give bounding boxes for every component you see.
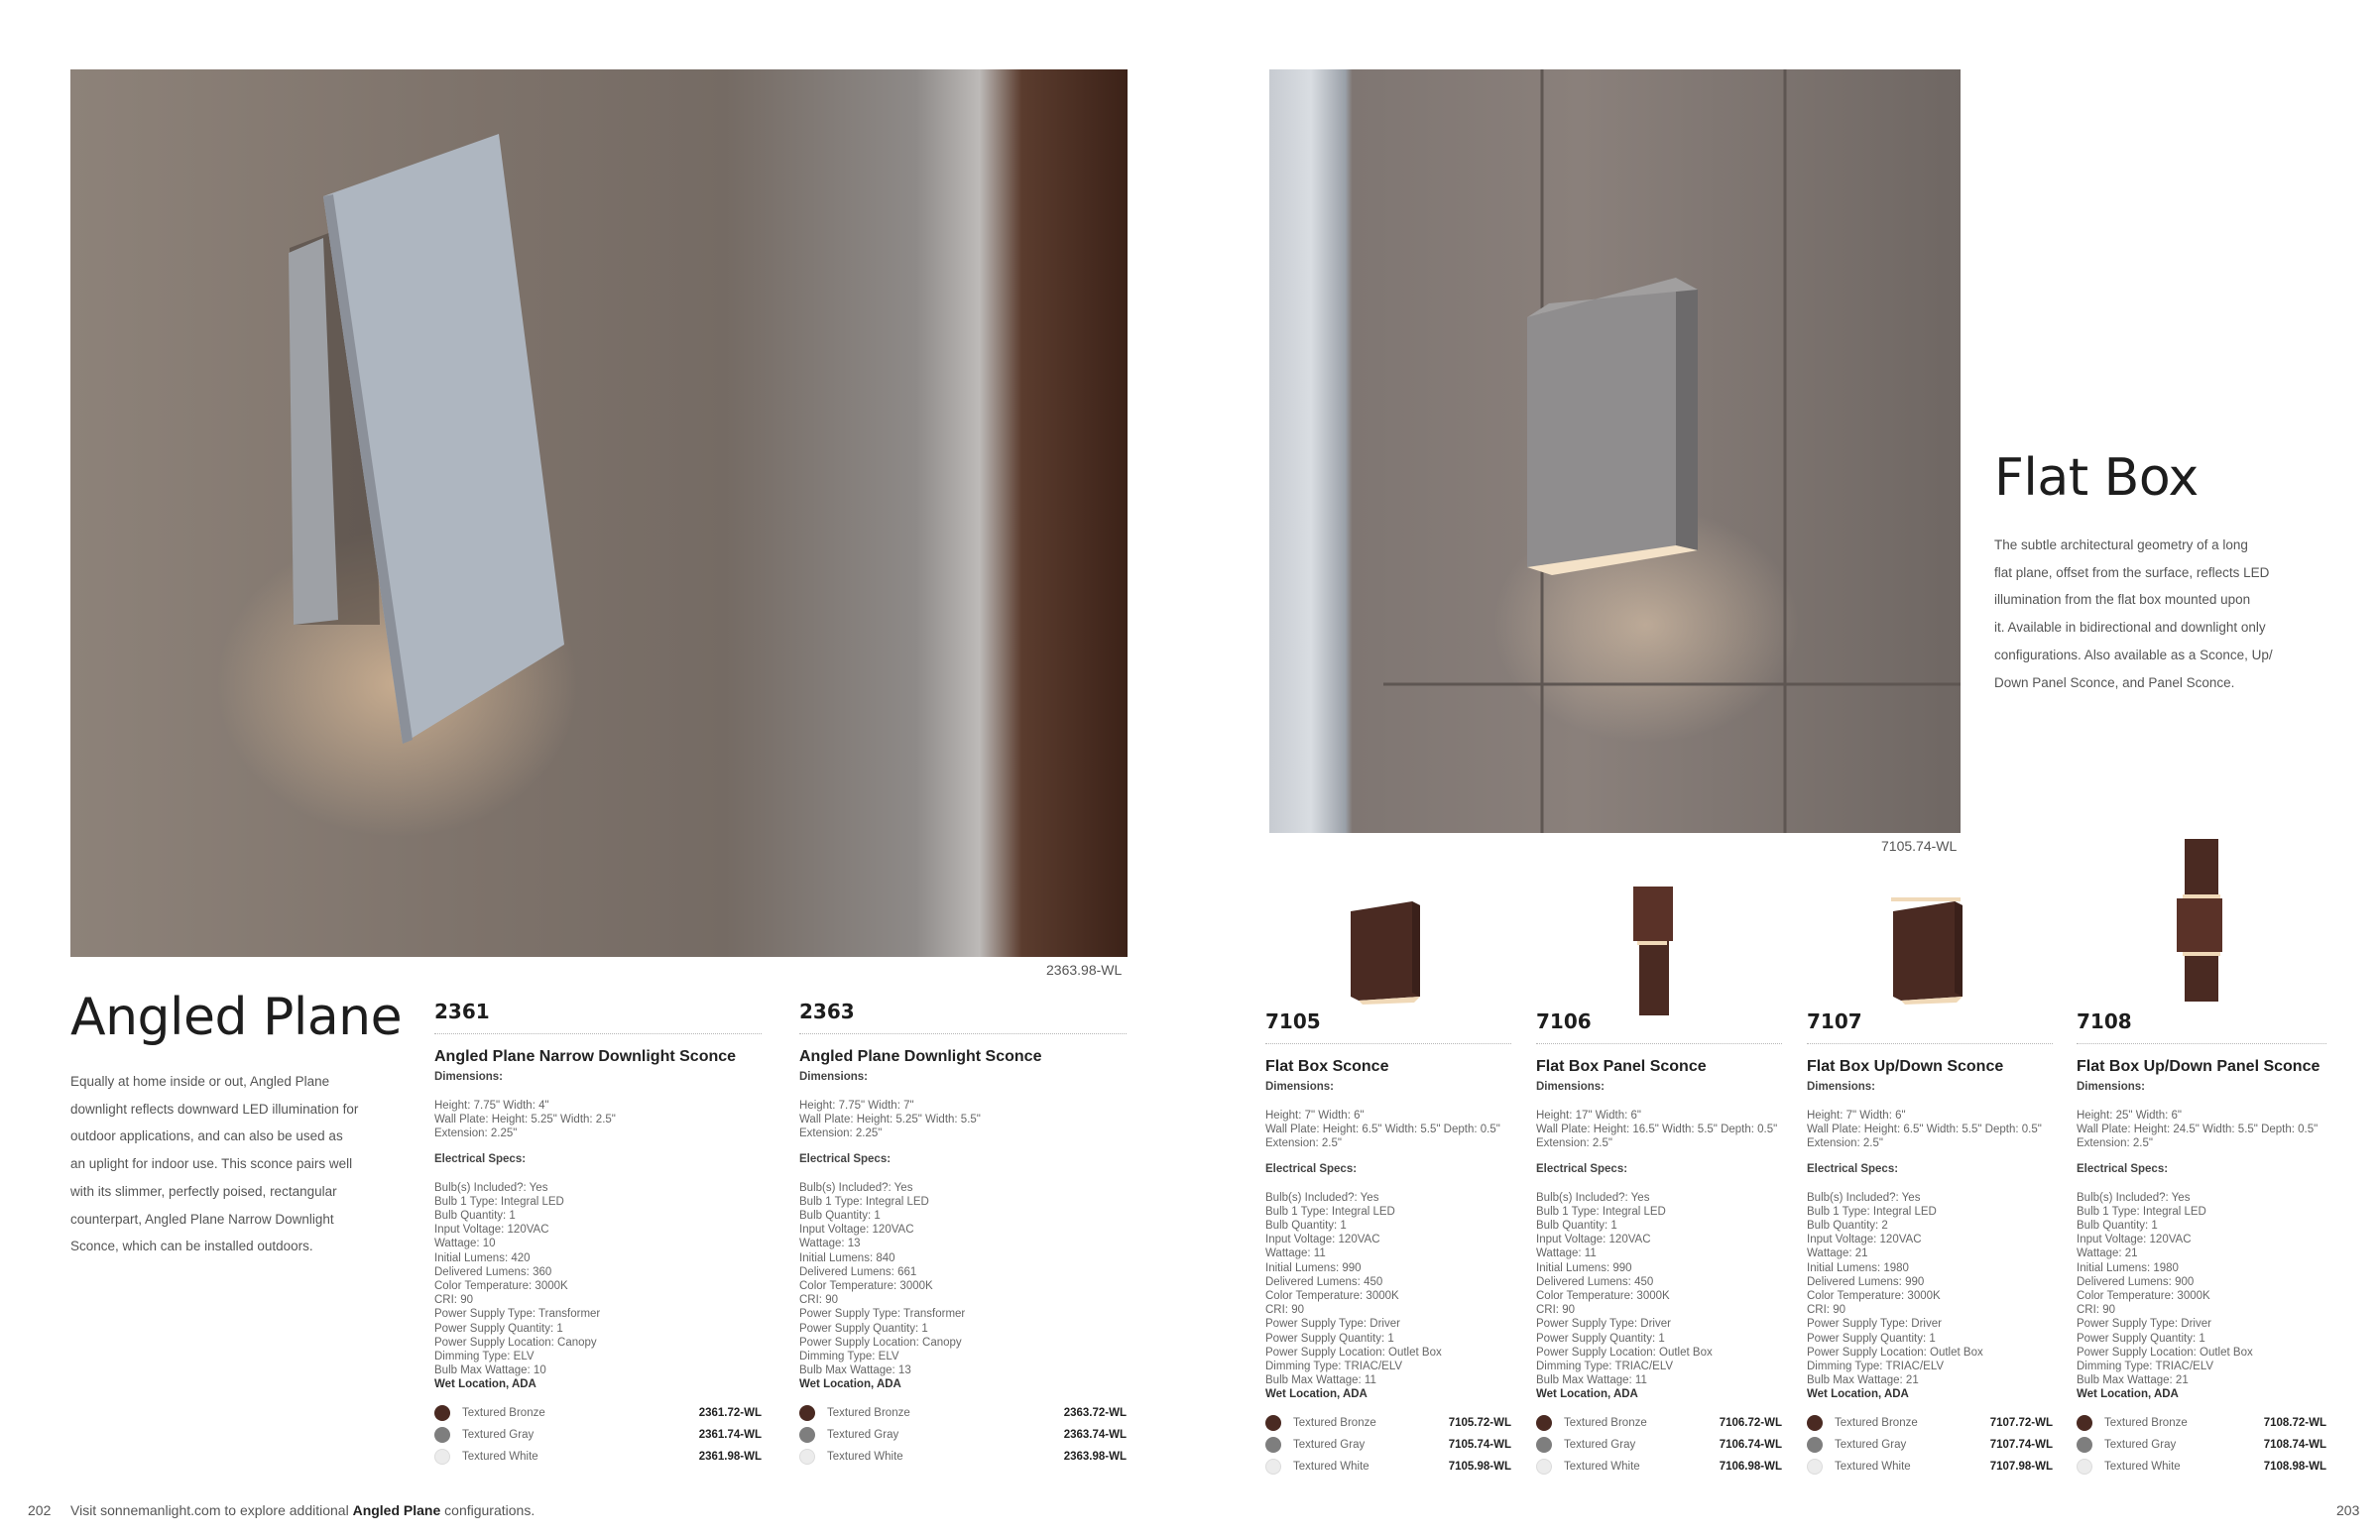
finish-code: 7105.72-WL <box>1448 1416 1511 1429</box>
product-name: Flat Box Sconce <box>1265 1058 1389 1075</box>
spec-line: Input Voltage: 120VAC <box>2077 1234 2192 1246</box>
electrical-specs-list <box>1536 1191 1782 1388</box>
intro-line: an uplight for indoor use. This sconce pairs well <box>70 1156 353 1172</box>
product-name: Flat Box Panel Sconce <box>1536 1058 1707 1075</box>
finish-code: 7106.72-WL <box>1719 1416 1782 1429</box>
angled-plane-fixture-illustration <box>70 69 1128 957</box>
right-photo-caption: 7105.74-WL <box>1881 838 1958 854</box>
spec-line: Initial Lumens: 1980 <box>1807 1261 1909 1274</box>
spec-line: Bulb(s) Included?: Yes <box>1536 1191 1650 1204</box>
intro-line: configurations. Also available as a Sconce, Up/ <box>1994 647 2273 662</box>
finish-row <box>434 1424 762 1446</box>
dimensions-label: Dimensions: <box>1536 1081 1606 1093</box>
finish-row <box>1807 1434 2053 1456</box>
electrical-specs-list <box>799 1181 1127 1378</box>
spec-line: Power Supply Type: Driver <box>2077 1318 2211 1331</box>
wet-location-note: Wet Location, ADA <box>1265 1388 1368 1401</box>
spec-line: Power Supply Type: Transformer <box>799 1308 966 1321</box>
dimension-line: Height: 7" Width: 6" <box>1265 1110 1365 1122</box>
spec-line: Power Supply Quantity: 1 <box>799 1322 928 1335</box>
product-number: 7108 <box>2077 1009 2132 1033</box>
spec-line: Bulb 1 Type: Integral LED <box>2077 1205 2206 1218</box>
finish-name: Textured Bronze <box>1835 1416 1918 1429</box>
finish-name: Textured Gray <box>1564 1438 1636 1451</box>
dimension-line: Extension: 2.25" <box>434 1127 518 1140</box>
finish-code: 7107.74-WL <box>1989 1438 2053 1451</box>
finish-swatch <box>1265 1437 1281 1453</box>
spec-line: Wattage: 21 <box>2077 1247 2138 1260</box>
product-7107 <box>1807 1009 2053 1478</box>
spec-line: CRI: 90 <box>2077 1304 2115 1317</box>
spec-line: Wattage: 10 <box>434 1238 496 1250</box>
finish-swatch <box>1807 1415 1823 1431</box>
finish-swatch <box>2077 1437 2092 1453</box>
footer-bold: Angled Plane <box>352 1502 441 1518</box>
finish-name: Textured Bronze <box>462 1406 545 1419</box>
wet-location-note: Wet Location, ADA <box>2077 1388 2179 1401</box>
dimensions-list <box>1265 1109 1511 1151</box>
divider <box>2077 1043 2326 1044</box>
flat-box-sconce-thumbnail <box>1345 897 1434 1007</box>
flat-box-updown-sconce-thumbnail <box>1887 897 1976 1007</box>
finish-row <box>799 1402 1127 1424</box>
finish-code: 2363.74-WL <box>1063 1428 1127 1441</box>
divider <box>434 1033 762 1034</box>
finish-row <box>2077 1456 2326 1478</box>
spec-line: Dimming Type: TRIAC/ELV <box>1265 1361 1403 1373</box>
electrical-label: Electrical Specs: <box>434 1152 527 1165</box>
angled-plane-hero-photo <box>70 69 1128 957</box>
divider <box>1807 1043 2053 1044</box>
spec-line: Color Temperature: 3000K <box>2077 1290 2210 1303</box>
finish-code: 7108.98-WL <box>2263 1460 2326 1473</box>
spec-line: Initial Lumens: 990 <box>1536 1261 1632 1274</box>
intro-line: Down Panel Sconce, and Panel Sconce. <box>1994 674 2235 690</box>
wet-location-note: Wet Location, ADA <box>434 1378 536 1391</box>
finish-row <box>2077 1434 2326 1456</box>
spec-line: Bulb 1 Type: Integral LED <box>1265 1205 1395 1218</box>
dimensions-label: Dimensions: <box>1265 1081 1335 1093</box>
finish-name: Textured Bronze <box>827 1406 910 1419</box>
page-number-right: 203 <box>2336 1502 2360 1518</box>
finish-code: 7105.74-WL <box>1448 1438 1511 1451</box>
finish-swatch <box>1807 1437 1823 1453</box>
finish-code: 2361.74-WL <box>698 1428 762 1441</box>
spec-line: Dimming Type: TRIAC/ELV <box>2077 1361 2214 1373</box>
finish-row <box>1536 1434 1782 1456</box>
spec-line: Power Supply Type: Transformer <box>434 1308 601 1321</box>
dimension-line: Wall Plate: Height: 6.5" Width: 5.5" Depth: 0.5" <box>1265 1124 1500 1136</box>
intro-line: flat plane, offset from the surface, reflects LED <box>1994 564 2270 580</box>
spec-line: Bulb(s) Included?: Yes <box>2077 1191 2191 1204</box>
finish-code: 2361.98-WL <box>698 1450 762 1463</box>
finish-list <box>2077 1412 2326 1478</box>
finish-code: 7108.72-WL <box>2263 1416 2326 1429</box>
finish-swatch <box>1536 1437 1552 1453</box>
finish-row <box>434 1402 762 1424</box>
product-2361 <box>434 1000 762 1468</box>
finish-swatch <box>2077 1459 2092 1475</box>
finish-code: 7106.74-WL <box>1719 1438 1782 1451</box>
spec-line: Color Temperature: 3000K <box>1265 1290 1399 1303</box>
finish-swatch <box>2077 1415 2092 1431</box>
left-photo-caption: 2363.98-WL <box>1046 962 1123 978</box>
spec-line: CRI: 90 <box>1536 1304 1575 1317</box>
finish-code: 7105.98-WL <box>1448 1460 1511 1473</box>
spec-line: Bulb Quantity: 1 <box>1265 1220 1347 1233</box>
intro-line: The subtle architectural geometry of a long <box>1994 537 2248 552</box>
finish-row <box>1807 1456 2053 1478</box>
finish-name: Textured White <box>1293 1460 1369 1473</box>
finish-name: Textured White <box>462 1450 538 1463</box>
finish-code: 7107.98-WL <box>1989 1460 2053 1473</box>
spec-line: Power Supply Quantity: 1 <box>1265 1332 1394 1345</box>
footer-note <box>70 1502 535 1518</box>
dimensions-list <box>434 1099 762 1141</box>
spec-line: Bulb Max Wattage: 10 <box>434 1364 546 1377</box>
intro-line: illumination from the flat box mounted upon <box>1994 592 2251 608</box>
product-name: Angled Plane Narrow Downlight Sconce <box>434 1048 737 1065</box>
spec-line: Bulb Max Wattage: 11 <box>1536 1374 1647 1387</box>
intro-line: Sconce, which can be installed outdoors. <box>70 1239 313 1254</box>
electrical-specs-list <box>1265 1191 1511 1388</box>
finish-list <box>434 1402 762 1468</box>
finish-code: 7106.98-WL <box>1719 1460 1782 1473</box>
electrical-label: Electrical Specs: <box>799 1152 892 1165</box>
finish-row <box>1807 1412 2053 1434</box>
spec-line: Color Temperature: 3000K <box>1536 1290 1670 1303</box>
spec-line: Bulb Quantity: 1 <box>799 1210 881 1223</box>
spec-line: Delivered Lumens: 661 <box>799 1265 917 1278</box>
spec-line: Delivered Lumens: 900 <box>2077 1275 2195 1288</box>
product-7108 <box>2077 1009 2326 1478</box>
angled-plane-intro <box>70 1068 408 1260</box>
finish-row <box>1265 1412 1511 1434</box>
spec-line: CRI: 90 <box>1807 1304 1845 1317</box>
spec-line: Bulb(s) Included?: Yes <box>1807 1191 1921 1204</box>
finish-swatch <box>799 1449 815 1465</box>
dimension-line: Extension: 2.5" <box>1265 1137 1342 1150</box>
spec-line: Delivered Lumens: 450 <box>1536 1275 1654 1288</box>
electrical-label: Electrical Specs: <box>2077 1162 2169 1175</box>
finish-swatch <box>434 1405 450 1421</box>
spec-line: Input Voltage: 120VAC <box>434 1224 549 1237</box>
flat-box-photo-illustration <box>1269 69 1961 833</box>
flat-box-hero-photo <box>1269 69 1961 833</box>
spec-line: Power Supply Quantity: 1 <box>1807 1332 1936 1345</box>
finish-name: Textured Gray <box>462 1428 535 1441</box>
dimension-line: Height: 7" Width: 6" <box>1807 1110 1906 1122</box>
spec-line: CRI: 90 <box>434 1294 473 1307</box>
dimension-line: Extension: 2.5" <box>1807 1137 1883 1150</box>
finish-swatch <box>1807 1459 1823 1475</box>
divider <box>1536 1043 1782 1044</box>
finish-row <box>1536 1456 1782 1478</box>
spec-line: Wattage: 11 <box>1265 1247 1326 1260</box>
finish-list <box>1807 1412 2053 1478</box>
spec-line: Bulb Quantity: 1 <box>2077 1220 2158 1233</box>
intro-line: downlight reflects downward LED illumination for <box>70 1101 359 1117</box>
electrical-specs-list <box>1807 1191 2053 1388</box>
finish-code: 7107.72-WL <box>1989 1416 2053 1429</box>
dimension-line: Extension: 2.5" <box>1536 1137 1612 1150</box>
spec-line: Dimming Type: TRIAC/ELV <box>1536 1361 1674 1373</box>
finish-name: Textured Bronze <box>1293 1416 1376 1429</box>
intro-line: counterpart, Angled Plane Narrow Downlight <box>70 1211 334 1227</box>
dimension-line: Wall Plate: Height: 16.5" Width: 5.5" Depth: 0.5" <box>1536 1124 1778 1136</box>
dimensions-list <box>1807 1109 2053 1151</box>
spec-line: Input Voltage: 120VAC <box>1807 1234 1922 1246</box>
spec-line: Power Supply Location: Outlet Box <box>1265 1346 1442 1359</box>
electrical-label: Electrical Specs: <box>1265 1162 1358 1175</box>
finish-name: Textured Gray <box>2104 1438 2177 1451</box>
footer-prefix: Visit sonnemanlight.com to explore additional <box>70 1502 349 1518</box>
spec-line: Dimming Type: ELV <box>434 1351 535 1363</box>
product-7106 <box>1536 1009 1782 1478</box>
finish-name: Textured White <box>2104 1460 2181 1473</box>
product-number: 7106 <box>1536 1009 1592 1033</box>
finish-swatch <box>434 1427 450 1443</box>
spec-line: Bulb Max Wattage: 21 <box>2077 1374 2189 1387</box>
spec-line: Bulb Max Wattage: 11 <box>1265 1374 1376 1387</box>
finish-name: Textured Bronze <box>1564 1416 1647 1429</box>
finish-code: 2363.98-WL <box>1063 1450 1127 1463</box>
spec-line: Power Supply Type: Driver <box>1265 1318 1400 1331</box>
product-number: 7107 <box>1807 1009 1862 1033</box>
electrical-specs-list <box>434 1181 762 1378</box>
finish-name: Textured White <box>1835 1460 1911 1473</box>
spec-line: Bulb 1 Type: Integral LED <box>799 1195 929 1208</box>
spec-line: Delivered Lumens: 990 <box>1807 1275 1925 1288</box>
finish-row <box>1265 1434 1511 1456</box>
finish-name: Textured White <box>1564 1460 1640 1473</box>
spec-line: Power Supply Quantity: 1 <box>2077 1332 2205 1345</box>
spec-line: Color Temperature: 3000K <box>434 1280 568 1293</box>
finish-name: Textured Bronze <box>2104 1416 2188 1429</box>
spec-line: CRI: 90 <box>799 1294 838 1307</box>
product-7105 <box>1265 1009 1511 1478</box>
finish-name: Textured Gray <box>827 1428 899 1441</box>
spec-line: Power Supply Location: Outlet Box <box>2077 1346 2253 1359</box>
electrical-label: Electrical Specs: <box>1536 1162 1628 1175</box>
finish-code: 2361.72-WL <box>698 1406 762 1419</box>
page-number-left: 202 <box>28 1502 52 1518</box>
spec-line: Wattage: 21 <box>1807 1247 1868 1260</box>
wet-location-note: Wet Location, ADA <box>1807 1388 1909 1401</box>
spec-line: Delivered Lumens: 450 <box>1265 1275 1383 1288</box>
dimension-line: Extension: 2.25" <box>799 1127 883 1140</box>
dimensions-label: Dimensions: <box>799 1071 869 1083</box>
spec-line: Wattage: 13 <box>799 1238 861 1250</box>
flat-box-updown-panel-sconce-thumbnail <box>2171 837 2230 1006</box>
divider <box>799 1033 1127 1034</box>
product-name: Flat Box Up/Down Sconce <box>1807 1058 2004 1075</box>
intro-line: outdoor applications, and can also be used as <box>70 1128 343 1144</box>
spec-line: Color Temperature: 3000K <box>1807 1290 1941 1303</box>
product-number: 7105 <box>1265 1009 1321 1033</box>
product-name: Flat Box Up/Down Panel Sconce <box>2077 1058 2320 1075</box>
electrical-specs-list <box>2077 1191 2326 1388</box>
finish-name: Textured White <box>827 1450 903 1463</box>
spec-line: Dimming Type: TRIAC/ELV <box>1807 1361 1945 1373</box>
spec-line: Power Supply Location: Outlet Box <box>1536 1346 1713 1359</box>
spec-line: Bulb(s) Included?: Yes <box>434 1181 548 1194</box>
footer-suffix: configurations. <box>444 1502 536 1518</box>
finish-row <box>1265 1456 1511 1478</box>
finish-swatch <box>1265 1459 1281 1475</box>
wet-location-note: Wet Location, ADA <box>799 1378 901 1391</box>
finish-list <box>799 1402 1127 1468</box>
spec-line: Power Supply Quantity: 1 <box>1536 1332 1665 1345</box>
angled-plane-title: Angled Plane <box>70 988 403 1047</box>
divider <box>1265 1043 1511 1044</box>
spec-line: Bulb Quantity: 1 <box>1536 1220 1617 1233</box>
finish-swatch <box>1536 1459 1552 1475</box>
finish-list <box>1265 1412 1511 1478</box>
product-number: 2363 <box>799 1000 855 1023</box>
dimensions-label: Dimensions: <box>434 1071 504 1083</box>
dimension-line: Wall Plate: Height: 24.5" Width: 5.5" Depth: 0.5" <box>2077 1124 2319 1136</box>
finish-swatch <box>434 1449 450 1465</box>
dimensions-list <box>1536 1109 1782 1151</box>
intro-line: with its slimmer, perfectly poised, rectangular <box>70 1183 337 1199</box>
dimension-line: Height: 17" Width: 6" <box>1536 1110 1641 1122</box>
spec-line: Bulb Quantity: 2 <box>1807 1220 1888 1233</box>
dimensions-label: Dimensions: <box>2077 1081 2146 1093</box>
finish-name: Textured Gray <box>1835 1438 1907 1451</box>
spec-line: Power Supply Type: Driver <box>1536 1318 1671 1331</box>
spec-line: Power Supply Quantity: 1 <box>434 1322 563 1335</box>
spec-line: Wattage: 11 <box>1536 1247 1597 1260</box>
flat-box-title: Flat Box <box>1994 448 2199 508</box>
spec-line: Initial Lumens: 840 <box>799 1251 895 1264</box>
spec-line: Initial Lumens: 420 <box>434 1251 531 1264</box>
finish-row <box>2077 1412 2326 1434</box>
product-2363 <box>799 1000 1127 1468</box>
spec-line: Bulb Max Wattage: 13 <box>799 1364 911 1377</box>
spec-line: Power Supply Type: Driver <box>1807 1318 1942 1331</box>
dimension-line: Wall Plate: Height: 5.25" Width: 5.5" <box>799 1114 981 1126</box>
spec-line: Dimming Type: ELV <box>799 1351 899 1363</box>
spec-line: Bulb Max Wattage: 21 <box>1807 1374 1919 1387</box>
finish-swatch <box>799 1427 815 1443</box>
finish-list <box>1536 1412 1782 1478</box>
flat-box-intro <box>1994 532 2321 696</box>
spec-line: Input Voltage: 120VAC <box>1265 1234 1380 1246</box>
spec-line: Initial Lumens: 1980 <box>2077 1261 2179 1274</box>
finish-row <box>799 1424 1127 1446</box>
intro-line: it. Available in bidirectional and downlight only <box>1994 620 2266 636</box>
spec-line: Bulb(s) Included?: Yes <box>1265 1191 1379 1204</box>
dimension-line: Height: 25" Width: 6" <box>2077 1110 2182 1122</box>
finish-row <box>1536 1412 1782 1434</box>
spec-line: CRI: 90 <box>1265 1304 1304 1317</box>
spec-line: Bulb 1 Type: Integral LED <box>434 1195 564 1208</box>
spec-line: Bulb Quantity: 1 <box>434 1210 516 1223</box>
spec-line: Power Supply Location: Canopy <box>434 1336 597 1349</box>
spec-line: Bulb(s) Included?: Yes <box>799 1181 913 1194</box>
wet-location-note: Wet Location, ADA <box>1536 1388 1638 1401</box>
finish-swatch <box>799 1405 815 1421</box>
dimensions-list <box>2077 1109 2326 1151</box>
spec-line: Bulb 1 Type: Integral LED <box>1807 1205 1937 1218</box>
spec-line: Initial Lumens: 990 <box>1265 1261 1362 1274</box>
dimensions-label: Dimensions: <box>1807 1081 1876 1093</box>
finish-name: Textured Gray <box>1293 1438 1366 1451</box>
dimension-line: Height: 7.75" Width: 7" <box>799 1100 914 1112</box>
spec-line: Bulb 1 Type: Integral LED <box>1536 1205 1666 1218</box>
dimension-line: Height: 7.75" Width: 4" <box>434 1100 549 1112</box>
finish-code: 2363.72-WL <box>1063 1406 1127 1419</box>
spec-line: Input Voltage: 120VAC <box>1536 1234 1651 1246</box>
flat-box-panel-sconce-thumbnail <box>1629 883 1679 1021</box>
finish-row <box>799 1446 1127 1468</box>
dimensions-list <box>799 1099 1127 1141</box>
dimension-line: Wall Plate: Height: 5.25" Width: 2.5" <box>434 1114 616 1126</box>
spec-line: Power Supply Location: Canopy <box>799 1336 962 1349</box>
spec-line: Delivered Lumens: 360 <box>434 1265 552 1278</box>
spec-line: Color Temperature: 3000K <box>799 1280 933 1293</box>
dimension-line: Extension: 2.5" <box>2077 1137 2153 1150</box>
finish-code: 7108.74-WL <box>2263 1438 2326 1451</box>
dimension-line: Wall Plate: Height: 6.5" Width: 5.5" Depth: 0.5" <box>1807 1124 2042 1136</box>
finish-row <box>434 1446 762 1468</box>
product-number: 2361 <box>434 1000 490 1023</box>
finish-swatch <box>1536 1415 1552 1431</box>
spec-line: Power Supply Location: Outlet Box <box>1807 1346 1983 1359</box>
finish-swatch <box>1265 1415 1281 1431</box>
electrical-label: Electrical Specs: <box>1807 1162 1899 1175</box>
spec-line: Input Voltage: 120VAC <box>799 1224 914 1237</box>
product-name: Angled Plane Downlight Sconce <box>799 1048 1042 1065</box>
intro-line: Equally at home inside or out, Angled Plane <box>70 1074 330 1089</box>
